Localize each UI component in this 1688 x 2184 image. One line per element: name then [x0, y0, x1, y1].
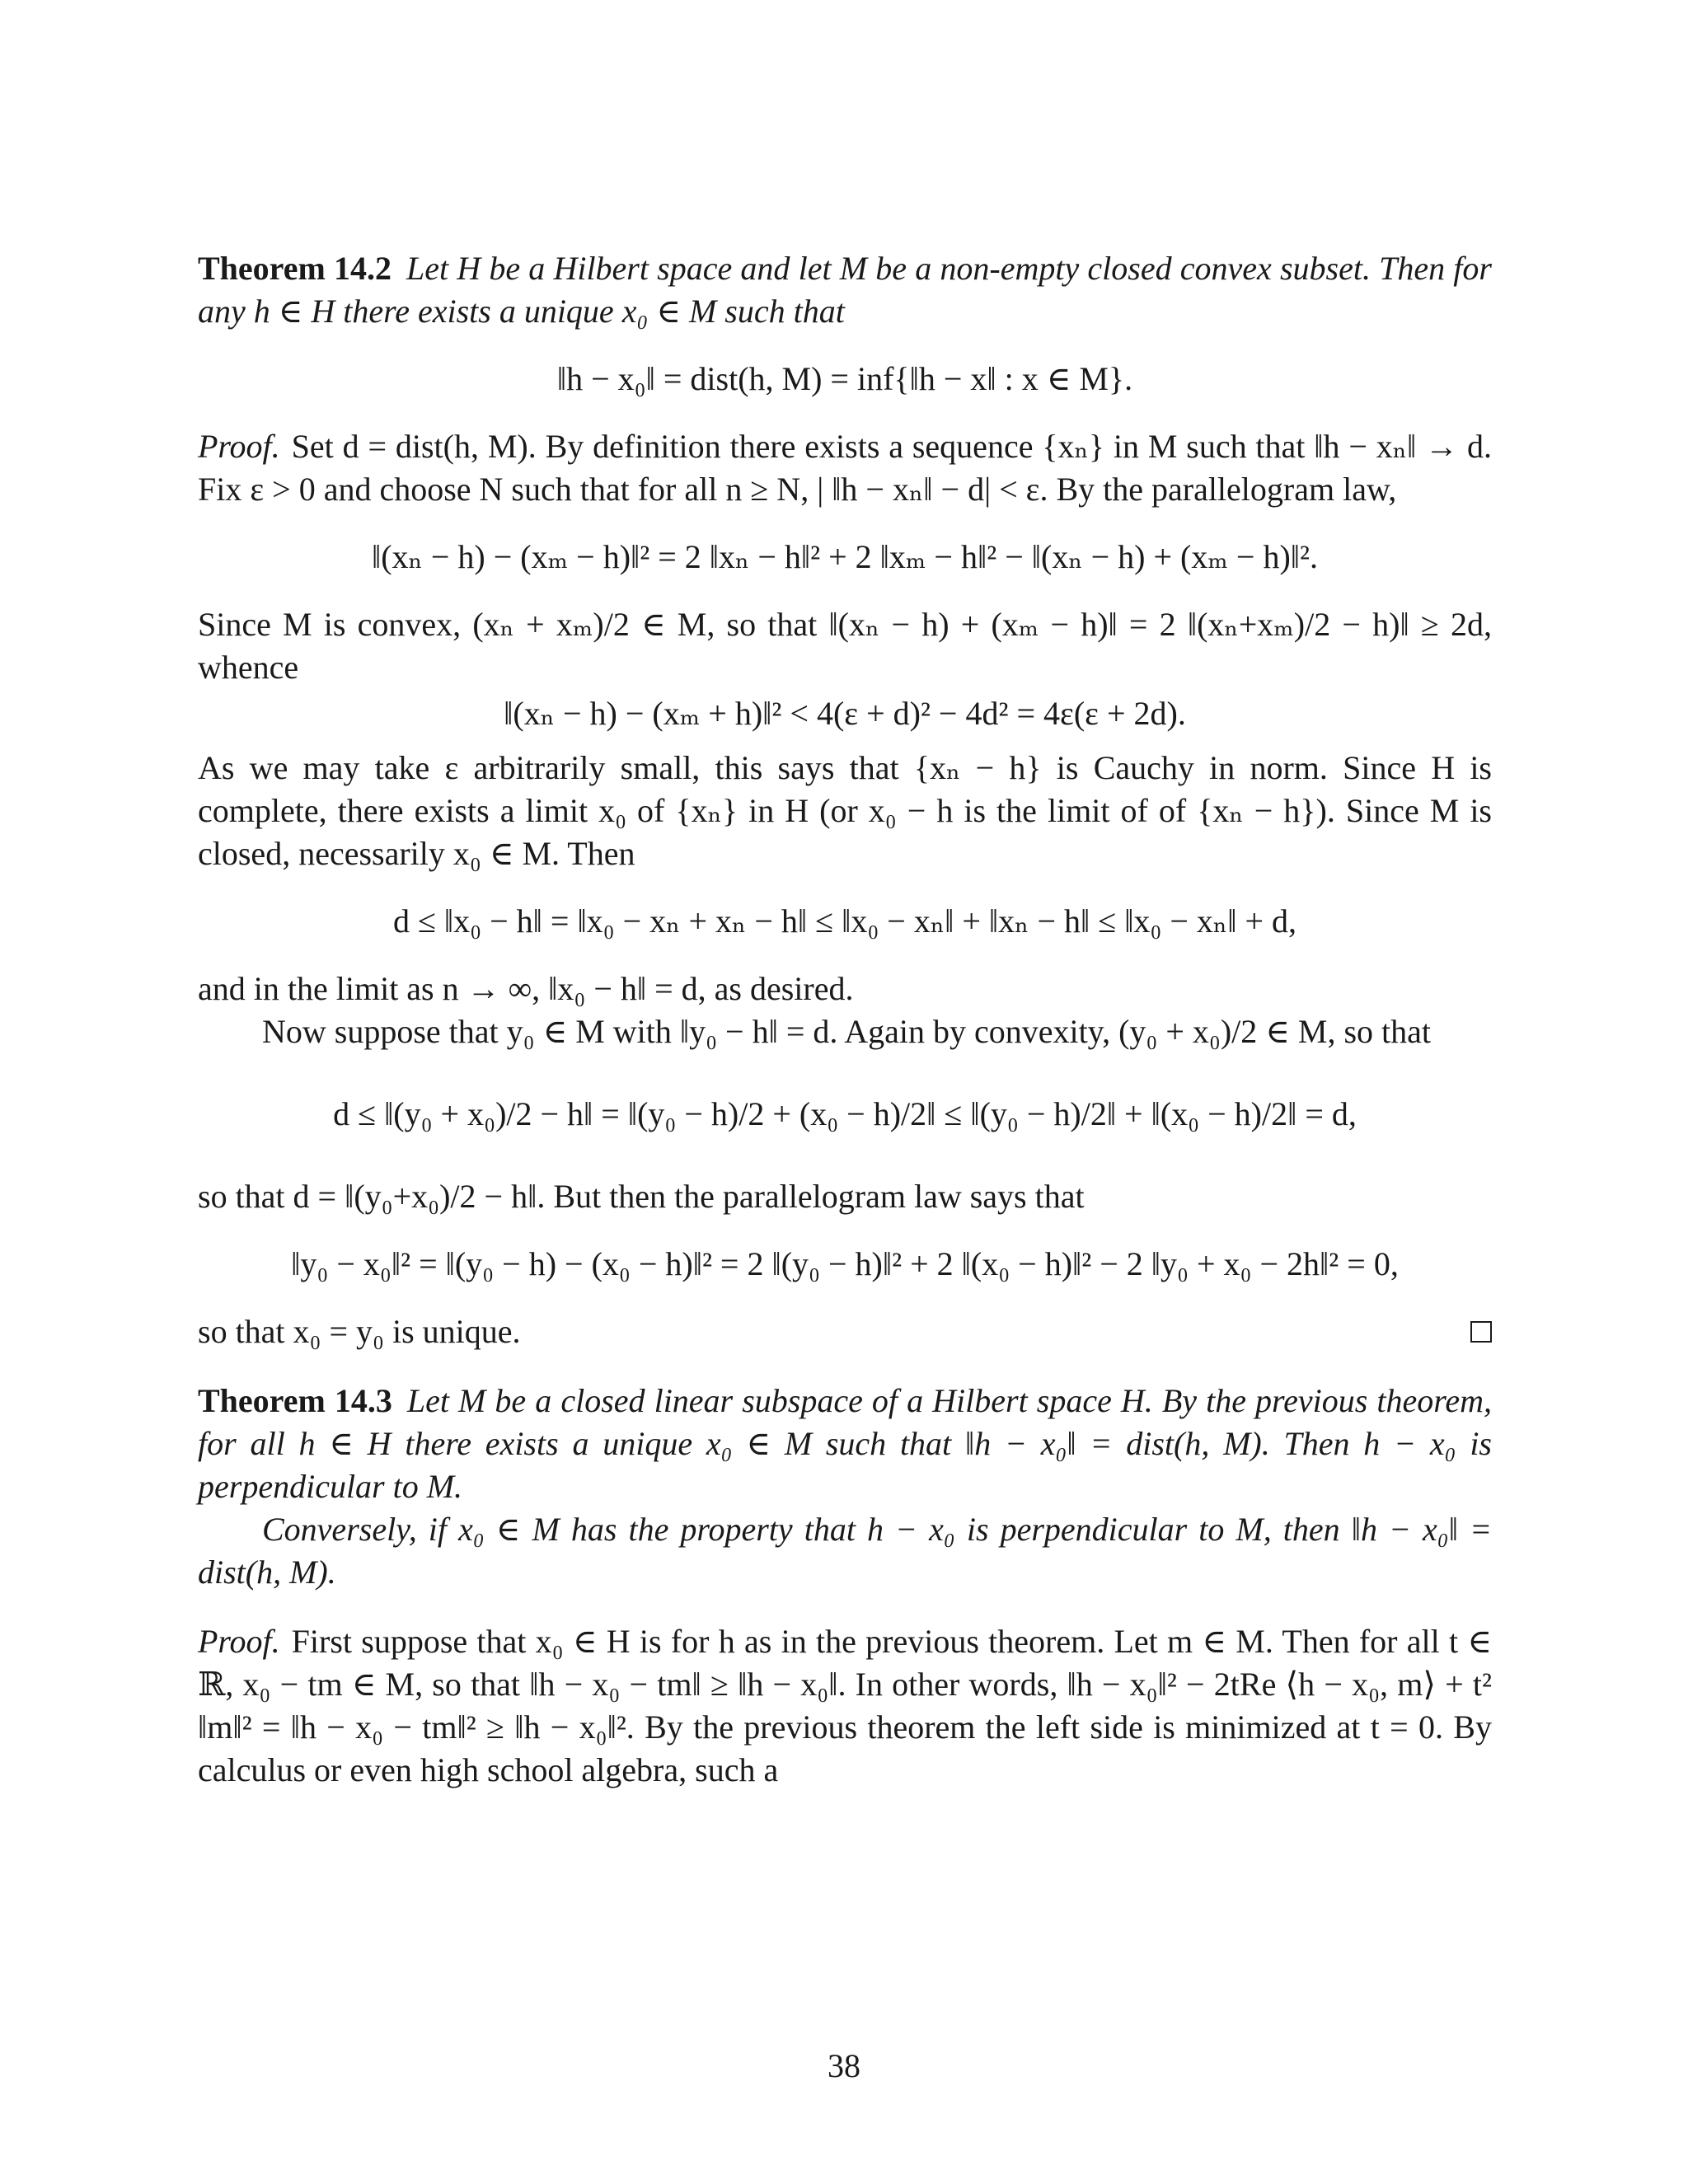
- proof-paragraph-7: [198, 1310, 1492, 1353]
- proof-heading: Proof.: [198, 1623, 280, 1660]
- equation-4: d ≤ ‖x₀ − h‖ = ‖x₀ − xₙ + xₙ − h‖ ≤ ‖x₀ − xₙ‖ + ‖xₙ − h‖ ≤ ‖x₀ − xₙ‖ + d,: [392, 902, 1297, 940]
- theorem-heading: Theorem 14.2: [198, 250, 392, 287]
- theorem-text: Let M be a closed linear subspace of a Hilbert space H. By the previous theorem, for all h ∈ H there exists a unique x₀ ∈ M such that ‖h − x₀‖ = dist(h, M). Then h − x₀ is perpendicular to M.: [198, 1382, 1492, 1505]
- proof-text: Set d = dist(h, M). By definition there exists a sequence {xₙ} in M such that ‖h − xₙ‖ → d. Fix ε > 0 and choose N such that for all n ≥ N, | ‖h − xₙ‖ − d| < ε. By the parallelogram law,: [198, 428, 1492, 508]
- theorem-text: Let H be a Hilbert space and let M be a non-empty closed convex subset. Then for any h ∈ H there exists a unique x₀ ∈ M such that: [198, 250, 1492, 330]
- proof-heading: Proof.: [198, 428, 280, 465]
- proof-paragraph-1: [198, 425, 1492, 511]
- proof-paragraph-4: and in the limit as n → ∞, ‖x₀ − h‖ = d, as desired.: [198, 970, 854, 1007]
- equation-5: d ≤ ‖(y₀ + x₀)/2 − h‖ = ‖(y₀ − h)/2 + (x₀ − h)/2‖ ≤ ‖(y₀ − h)/2‖ + ‖(x₀ − h)/2‖ = d,: [333, 1095, 1357, 1132]
- page-body: [198, 247, 1492, 1792]
- proof-text: First suppose that x₀ ∈ H is for h as in the previous theorem. Let m ∈ M. Then for all t ∈ ℝ, x₀ − tm ∈ M, so that ‖h − x₀ − tm‖ ≥ ‖h − x₀‖. In other words, ‖h − x₀‖² − 2tRe ⟨h − x₀, m⟩ + t² ‖m‖² = ‖h − x₀ − tm‖² ≥ ‖h − x₀‖². By the previous theorem the left side is minimized at t = 0. By calculus or even high school algebra, such a: [198, 1623, 1492, 1788]
- proof-paragraph-8: [198, 1620, 1492, 1792]
- page-number: 38: [828, 2047, 860, 2084]
- theorem-14-3: [198, 1380, 1492, 1508]
- theorem-14-2: [198, 247, 1492, 333]
- equation-6: ‖y₀ − x₀‖² = ‖(y₀ − h) − (x₀ − h)‖² = 2 ‖(y₀ − h)‖² + 2 ‖(x₀ − h)‖² − 2 ‖y₀ + x₀ − 2h‖² = 0,: [291, 1245, 1399, 1282]
- equation-2: ‖(xₙ − h) − (xₘ − h)‖² = 2 ‖xₙ − h‖² + 2 ‖xₘ − h‖² − ‖(xₙ − h) + (xₘ − h)‖².: [371, 538, 1319, 575]
- theorem-heading: Theorem 14.3: [198, 1382, 392, 1419]
- proof-paragraph-6: so that d = ‖(y₀+x₀)/2 − h‖. But then the parallelogram law says that: [198, 1178, 1085, 1215]
- proof-end-text: so that x₀ = y₀ is unique.: [198, 1313, 521, 1350]
- proof-paragraph-3: As we may take ε arbitrarily small, this says that {xₙ − h} is Cauchy in norm. Since H is complete, there exists a limit x₀ of {xₙ} in H (or x₀ − h is the limit of of {xₙ − h}). Since M is closed, necessarily x₀ ∈ M. Then: [198, 749, 1492, 872]
- proof-paragraph-5: Now suppose that y₀ ∈ M with ‖y₀ − h‖ = d. Again by convexity, (y₀ + x₀)/2 ∈ M, so that: [262, 1013, 1432, 1050]
- proof-paragraph-2: Since M is convex, (xₙ + xₘ)/2 ∈ M, so that ‖(xₙ − h) + (xₘ − h)‖ = 2 ‖(xₙ+xₘ)/2 − h)‖ ≥ 2d, whence: [198, 606, 1492, 686]
- equation-3: ‖(xₙ − h) − (xₘ + h)‖² < 4(ε + d)² − 4d² = 4ε(ε + 2d).: [504, 695, 1186, 732]
- theorem-14-3-converse: Conversely, if x₀ ∈ M has the property that h − x₀ is perpendicular to M, then ‖h − x₀‖ = dist(h, M).: [198, 1511, 1492, 1591]
- equation-1: ‖h − x₀‖ = dist(h, M) = inf{‖h − x‖ : x ∈ M}.: [556, 360, 1133, 397]
- qed-square-icon: [1470, 1321, 1492, 1343]
